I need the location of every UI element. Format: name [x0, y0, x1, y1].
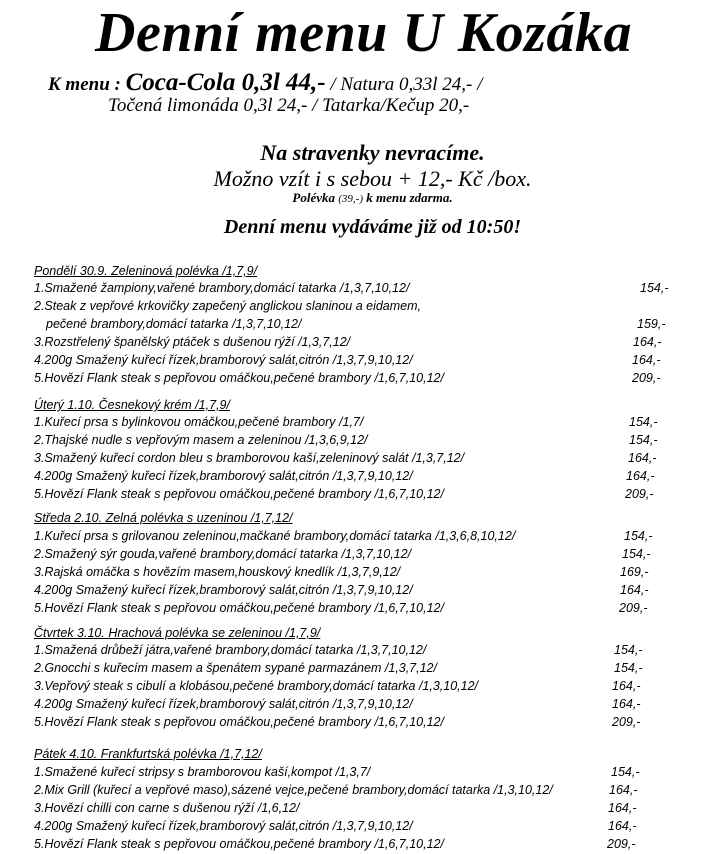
- menu-item: 5.Hovězí Flank steak s pepřovou omáčkou,pečené brambory /1,6,7,10,12/: [34, 487, 444, 501]
- menu-item: 2.Thajské nudle s vepřovým masem a zeleninou /1,3,6,9,12/: [34, 433, 368, 447]
- menu-item-price: 164,-: [608, 819, 637, 833]
- menu-item-price: 154,-: [614, 643, 643, 657]
- menu-item: 3.Rajská omáčka s hovězím masem,houskový knedlík /1,3,7,9,12/: [34, 565, 401, 579]
- menu-item-price: 169,-: [620, 565, 649, 579]
- menu-item: 4.200g Smažený kuřecí řízek,bramborový salát,citrón /1,3,7,9,10,12/: [34, 469, 413, 483]
- menu-item: 1.Kuřecí prsa s bylinkovou omáčkou,pečené brambory /1,7/: [34, 415, 364, 429]
- drinks-line-2: Točená limonáda 0,3l 24,- / Tatarka/Kečup 20,-: [108, 95, 470, 116]
- day-header: Úterý 1.10. Česnekový krém /1,7,9/: [34, 398, 230, 412]
- day-header: Pátek 4.10. Frankfurtská polévka /1,7,12/: [34, 747, 262, 761]
- menu-item: 2.Mix Grill (kuřecí a vepřové maso),sázené vejce,pečené brambory,domácí tatarka /1,3,10,12/: [34, 783, 553, 797]
- menu-item-price: 154,-: [611, 765, 640, 779]
- drinks-line-1: [48, 69, 482, 97]
- vouchers-notice: Na stravenky nevracíme.: [260, 140, 485, 165]
- drinks-label: K menu :: [48, 74, 126, 95]
- menu-item: 2.Steak z vepřové krkovičky zapečený anglickou slaninou a eidamem,: [34, 299, 422, 313]
- menu-item: 4.200g Smažený kuřecí řízek,bramborový salát,citrón /1,3,7,9,10,12/: [34, 583, 413, 597]
- menu-item-price: 164,-: [632, 353, 661, 367]
- menu-item-price: 164,-: [612, 697, 641, 711]
- menu-item-price: 209,-: [632, 371, 661, 385]
- menu-item-price: 164,-: [609, 783, 638, 797]
- menu-item-price: 164,-: [608, 801, 637, 815]
- menu-item: 2.Smažený sýr gouda,vařené brambory,domácí tatarka /1,3,7,10,12/: [34, 547, 412, 561]
- menu-item-price: 159,-: [637, 317, 666, 331]
- drinks-highlight: Coca-Cola 0,3l 44,-: [125, 69, 326, 96]
- day-header: Pondělí 30.9. Zeleninová polévka /1,7,9/: [34, 264, 258, 278]
- menu-item-price: 164,-: [628, 451, 657, 465]
- menu-item: 3.Rozstřelený španělský ptáček s dušenou rýží /1,3,7,12/: [34, 335, 351, 349]
- soup-notice-c: k menu zdarma.: [363, 190, 453, 205]
- menu-item: 1.Smažené žampiony,vařené brambory,domácí tatarka /1,3,7,10,12/: [34, 281, 410, 295]
- menu-item-price: 164,-: [626, 469, 655, 483]
- menu-title: Denní menu U Kozáka: [95, 2, 632, 64]
- menu-item: 2.Gnocchi s kuřecím masem a špenátem sypané parmazánem /1,3,7,12/: [34, 661, 437, 675]
- menu-item-price: 209,-: [619, 601, 648, 615]
- day-header: Čtvrtek 3.10. Hrachová polévka se zeleninou /1,7,9/: [34, 626, 321, 640]
- day-header: Středa 2.10. Zelná polévka s uzeninou /1,7,12/: [34, 511, 293, 525]
- menu-item-price: 164,-: [612, 679, 641, 693]
- menu-item: 4.200g Smažený kuřecí řízek,bramborový salát,citrón /1,3,7,9,10,12/: [34, 353, 413, 367]
- menu-item-price: 209,-: [625, 487, 654, 501]
- drinks-rest: / Natura 0,33l 24,- /: [325, 74, 483, 95]
- soup-notice: [0, 190, 727, 206]
- menu-item: 1.Kuřecí prsa s grilovanou zeleninou,mačkané brambory,domácí tatarka /1,3,6,8,10,12/: [34, 529, 516, 543]
- menu-item-price: 164,-: [620, 583, 649, 597]
- menu-item-price: 154,-: [640, 281, 669, 295]
- menu-item: 1.Smažené kuřecí stripsy s bramborovou kaší,kompot /1,3,7/: [34, 765, 371, 779]
- menu-item-price: 154,-: [629, 433, 658, 447]
- menu-item-price: 209,-: [607, 837, 636, 851]
- menu-item-price: 154,-: [622, 547, 651, 561]
- menu-item-price: 164,-: [633, 335, 662, 349]
- takeaway-notice: Možno vzít i s sebou + 12,- Kč /box.: [213, 166, 532, 191]
- menu-item-price: 209,-: [612, 715, 641, 729]
- serving-notice: Denní menu vydáváme již od 10:50!: [223, 216, 522, 238]
- menu-item-price: 154,-: [614, 661, 643, 675]
- menu-item: 5.Hovězí Flank steak s pepřovou omáčkou,pečené brambory /1,6,7,10,12/: [34, 715, 444, 729]
- menu-item-price: 154,-: [629, 415, 658, 429]
- menu-item: 3.Vepřový steak s cibulí a klobásou,pečené brambory,domácí tatarka /1,3,10,12/: [34, 679, 479, 693]
- menu-item: 3.Smažený kuřecí cordon bleu s bramborovou kaší,zeleninový salát /1,3,7,12/: [34, 451, 465, 465]
- menu-item: 3.Hovězí chilli con carne s dušenou rýží /1,6,12/: [34, 801, 300, 815]
- menu-item: 5.Hovězí Flank steak s pepřovou omáčkou,pečené brambory /1,6,7,10,12/: [34, 371, 444, 385]
- menu-item: 5.Hovězí Flank steak s pepřovou omáčkou,pečené brambory /1,6,7,10,12/: [34, 837, 444, 851]
- menu-item: 1.Smažená drůbeží játra,vařené brambory,domácí tatarka /1,3,7,10,12/: [34, 643, 427, 657]
- soup-notice-price: (39,-): [338, 193, 363, 205]
- menu-item: 4.200g Smažený kuřecí řízek,bramborový salát,citrón /1,3,7,9,10,12/: [34, 697, 413, 711]
- menu-item: pečené brambory,domácí tatarka /1,3,7,10,12/: [46, 317, 302, 331]
- menu-item: 4.200g Smažený kuřecí řízek,bramborový salát,citrón /1,3,7,9,10,12/: [34, 819, 413, 833]
- soup-notice-a: Polévka: [292, 190, 339, 205]
- menu-item: 5.Hovězí Flank steak s pepřovou omáčkou,pečené brambory /1,6,7,10,12/: [34, 601, 444, 615]
- menu-item-price: 154,-: [624, 529, 653, 543]
